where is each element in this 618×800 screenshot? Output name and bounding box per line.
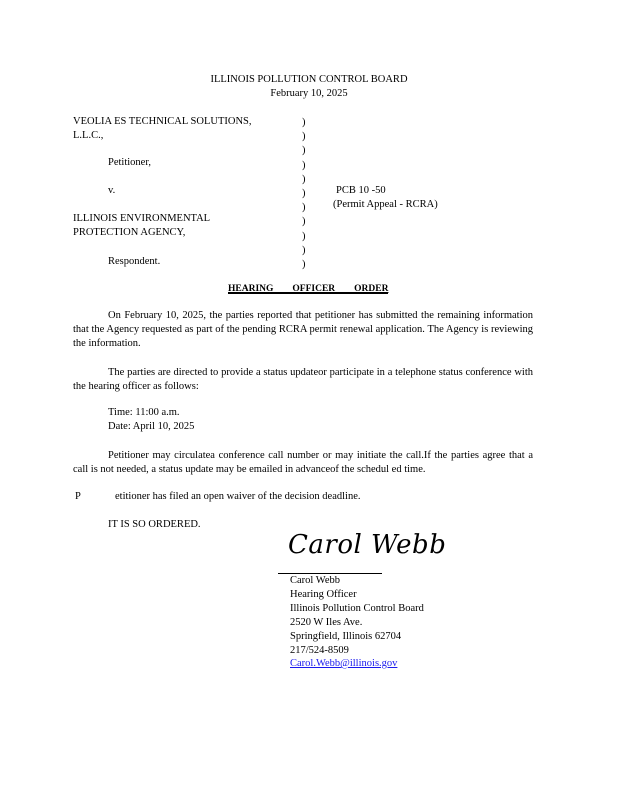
case-type: (Permit Appeal - RCRA) — [333, 199, 438, 210]
officer-street: 2520 W Iles Ave. — [290, 617, 363, 628]
officer-email-link[interactable]: Carol.Webb@illinois.gov — [290, 658, 398, 669]
conference-time: Time: 11:00 a.m. — [108, 407, 180, 418]
petitioner-name-line2: L.L.C., — [73, 130, 104, 141]
versus: v. — [108, 185, 116, 196]
order-date: February 10, 2025 — [270, 88, 348, 99]
conference-date: Date: April 10, 2025 — [108, 421, 195, 432]
signature-line — [278, 573, 382, 574]
respondent-name-line1: ILLINOIS ENVIRONMENTAL — [73, 213, 211, 224]
handwritten-signature: Carol Webb — [288, 530, 447, 560]
order-title: HEARING OFFICER ORDER — [228, 284, 389, 294]
case-number: PCB 10 -50 — [336, 185, 386, 196]
paragraph-waiver-initial: P — [75, 491, 81, 502]
petitioner-role: Petitioner, — [108, 157, 152, 168]
caption-parentheses: ) ) ) ) ) ) ) ) ) ) ) — [302, 117, 306, 271]
paragraph-waiver: etitioner has filed an open waiver of the decision deadline. — [115, 491, 361, 502]
paragraph-directive: The parties are directed to provide a status updateor participate in a telephone status conference with the hearing officer as follows: — [73, 367, 533, 392]
title-underline — [228, 293, 388, 294]
paragraph-call: Petitioner may circulatea conference call number or may initiate the call.If the parties agree that a call is not needed, a status update may be emailed in advanceof the schedul ed time. — [73, 450, 533, 475]
respondent-role: Respondent. — [108, 256, 161, 267]
officer-city: Springfield, Illinois 62704 — [290, 631, 402, 642]
so-ordered: IT IS SO ORDERED. — [108, 519, 201, 530]
petitioner-name-line1: VEOLIA ES TECHNICAL SOLUTIONS, — [73, 116, 252, 127]
officer-name: Carol Webb — [290, 575, 340, 586]
officer-org: Illinois Pollution Control Board — [290, 603, 424, 614]
paragraph-status: On February 10, 2025, the parties reported that petitioner has submitted the remaining information that the Agency requested as part of the pending RCRA permit renewal application. The Agency is reviewing the information. — [73, 310, 533, 349]
board-name: ILLINOIS POLLUTION CONTROL BOARD — [210, 74, 408, 85]
officer-phone: 217/524-8509 — [290, 645, 349, 656]
officer-title: Hearing Officer — [290, 589, 357, 600]
respondent-name-line2: PROTECTION AGENCY, — [73, 227, 186, 238]
